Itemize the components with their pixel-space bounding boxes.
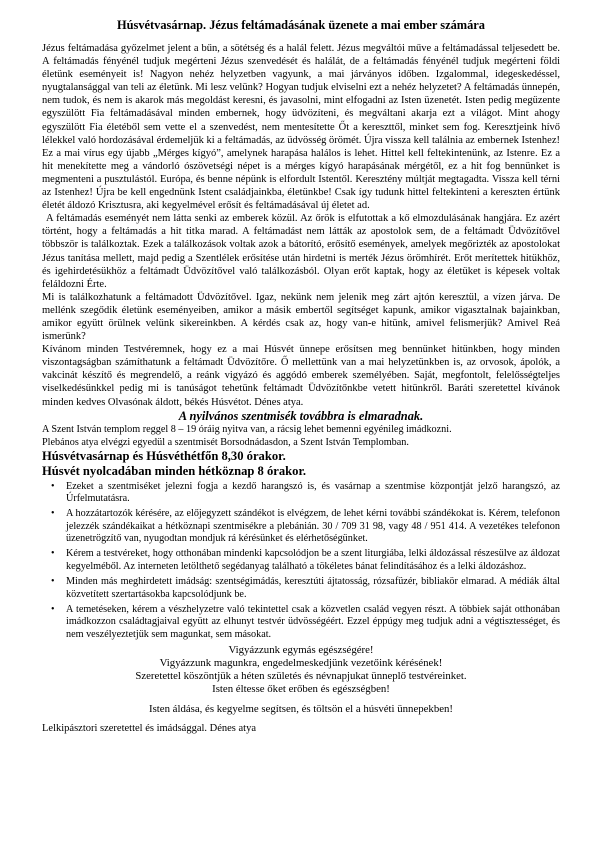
info-line-church-hours: A Szent István templom reggel 8 – 19 óráig nyitva van, a rácsig lehet bemenni egyénileg imádkozni.	[42, 423, 452, 435]
closing-line-obey: Vigyázzunk magunkra, engedelmeskedjünk vezetőink kérésének!	[159, 656, 443, 669]
schedule-easter-octave: Húsvét nyolcadában minden hétköznap 8 órakor.	[42, 463, 307, 478]
paragraph-meeting-savior: Mi is találkozhatunk a feltámadott Üdvözítővel. Igaz, nekünk nem jelenik meg zárt ajtón keresztül, a vízen járva. De mellénk szegődik életünk eseményeiben, amikor a másik embertől segítséget kapunk, amikor vigasztalnak bajainkban, amikor együtt örülnek velünk sikereinkben. A kérdés csak az, hogy van-e hitünk, amivel felismerjük? Amivel Reá ismerünk?	[42, 291, 560, 343]
list-item-text: Kérem a testvéreket, hogy otthonában mindenki kapcsolódjon be a szent liturgiába, lelki áldozással részesülve az áldozat kegyelméből. Az interneten letölthető segédanyag található a tökéletes bánat felindításához és a lelki áldozáshoz.	[66, 548, 560, 572]
bullet-icon: •	[51, 575, 55, 587]
list-item	[51, 575, 560, 601]
info-line-mass-location: Plebános atya elvégzi egyedül a szentmisét Borsodnádasdon, a Szent István Templomban.	[42, 436, 409, 448]
list-item	[51, 508, 560, 546]
bullet-icon: •	[51, 508, 55, 520]
paragraph-resurrection-event: A feltámadás eseményét nem látta senki az emberek közül. Az őrök is elfutottak a kő elmozdulásának hangjára. Ez azért történt, hogy a feltámadás a hit titka marad. A feltámadást nem látták az apostolok sem, de a feltámadt Üdvözítővel többször is találkoztak. Ezek a találkozások voltak azok a bátorító, erősítő események, amelyek megőrizték az apostolokat Jézus tanítása mellett, majd pedig a Szentlélek erősítése után hirdetni is merték Jézus örömhírét. Erőt merítettek hitükhöz, és igehirdetésükhöz a feltámadt Üdvözítővel való találkozásból. Olyan erőt kaptak, hogy az életüket is képesek voltak feláldozni Érte.	[42, 213, 560, 290]
list-item-text: A temetéseken, kérem a vészhelyzetre való tekintettel csak a közvetlen család vegyen részt. A többiek saját otthonában imádkozzon családtagjaival együtt az elhunyt testvér üdvösségéért. Ezzel éppúgy meg tudjuk adni a végtisztességet, és nem veszélyeztetjük sem magunkat, sem másokat.	[66, 603, 560, 640]
bullet-icon: •	[51, 480, 55, 492]
closing-line-greetings: Szeretettel köszöntjük a héten születés és névnapjukat ünneplő testvéreinket.	[135, 670, 467, 683]
list-item-text: Ezeket a szentmiséket jelezni fogja a kezdő harangszó is, és vasárnap a szentmise központját jelző harangszó, az Úrfelmutatásra.	[66, 480, 560, 505]
bullet-icon: •	[51, 603, 55, 615]
blessing-line: Isten áldása, és kegyelme segítsen, és töltsön el a húsvéti ünnepekben!	[148, 702, 454, 715]
list-item	[51, 603, 560, 642]
closing-line-wishes: Isten éltesse őket erőben és egészségben!	[212, 683, 390, 696]
list-item	[51, 548, 560, 573]
paragraph-easter-wishes: Kívánom minden Testvéremnek, hogy ez a mai Húsvét ünnepe erősítsen meg bennünket hitünkben, hogy minden viszontagságban számíthatunk a feltámadt Üdvözítőre. Ő mellettünk van a mai helyzetünkben is, az orvosok, ápolók, a vakcinát készítő és megrendelő, a reánk vigyázó és aggódó emberek személyében. Saját, megfontolt, felelősségteljes viselkedésünkkel pedig mi is tanúságot tehetünk feltámadt Üdvözítőnkbe vetett hitünkről. Baráti szeretettel kívánok minden kedves Olvasónak áldott, békés Húsvétot. Dénes atya.	[42, 344, 560, 408]
document-title: Húsvétvasárnap. Jézus feltámadásának üzenete a mai ember számára	[116, 18, 485, 32]
bullet-icon: •	[51, 548, 55, 560]
paragraph-resurrection-message: Jézus feltámadása győzelmet jelent a bűn, a sötétség és a halál felett. Jézus megváltói műve a feltámadással teljesedett be. A feltámadás fényénél tudjuk megérteni Jézus szenvedését és halálát, de a feltámadás fényénél tudjuk megérteni földi életünk eseményeit is! Nagyon nehéz helyzetben vagyunk, a mai járványos időben. Izgalommal, idegeskedéssel, nyugtalansággal van teli az életünk. Mi lesz velünk? Hogyan tudjuk elviselni ezt a nehéz helyzetet? A feltámadás ünnepén, nem tudok, és nem is akarok más megoldást keresni, és javasolni, mint elfogadni az Isten üzenetét. Isten pedig megüzente egyszülött Fia feltámadásával minden embernek, hogy üdvözíteni, és megváltani akarja ezt a világot. Mint ahogy egyszülött Fia életéből sem vette el a szenvedést, nem mentesítette Őt a kereszttől, minket sem fog. Keresztjeink hívő lélekkel való hordozásával érdemeljük ki a feltámadás, az üdvösség örömét. Újra vissza kell találnia az embernek Istenhez! Ez a mai vírus egy újabb „Mérges kígyó”, amelynek harapása halálos is lehet. Hittel kell feltekintenünk, az Istenre. Ez a hit menekítette meg a vándorló ószövetségi népet is a mérges kígyó harapásának mérgétől, ez a hit fog bennünket is megmenteni a pusztulástól. Európa, és benne népünk is elfordult Istentől. Keresztény múltját megtagadta. Vissza kell térni az Istenhez! Újra be kell engednünk Istent családjainkba, életünkbe! Csak így tudunk hittel feltekinteni a kereszten értünk életét áldozó Krisztusra, aki kegyelmével erősít és feltámadásával új életet ad.	[42, 43, 560, 212]
closing-line-health: Vigyázzunk egymás egészségére!	[228, 643, 374, 656]
list-item-text: A hozzátartozók kérésére, az előjegyzett szándékot is elvégzem, de lehet kérni további szándékokat is. Kérem, telefonon jelezzék szándékaikat a hétköznapi szentmisékre a plebánián. 30 / 709 31 98, vagy 48 / 951 414. A vezetékes telefonon üzenetrögzítő van, nyugodtan mondjuk rá kérésünket és elérhetőségünket.	[66, 508, 560, 545]
notice-heading: A nyilvános szentmisék továbbra is elmaradnak.	[178, 408, 424, 423]
list-item	[51, 480, 560, 506]
document-page	[42, 18, 560, 735]
schedule-easter-sunday-monday: Húsvétvasárnap és Húsvéthétfőn 8,30 órakor.	[42, 448, 286, 463]
signature: Lelkipásztori szeretettel és imádsággal. Dénes atya	[42, 722, 256, 734]
list-item-text: Minden más meghirdetett imádság: szentségimádás, keresztúti ájtatosság, rózsafüzér, bibliakör elmarad. A médiák által közvetített szertartásokba kapcsolódjunk be.	[66, 575, 560, 600]
announcement-list	[42, 481, 560, 642]
